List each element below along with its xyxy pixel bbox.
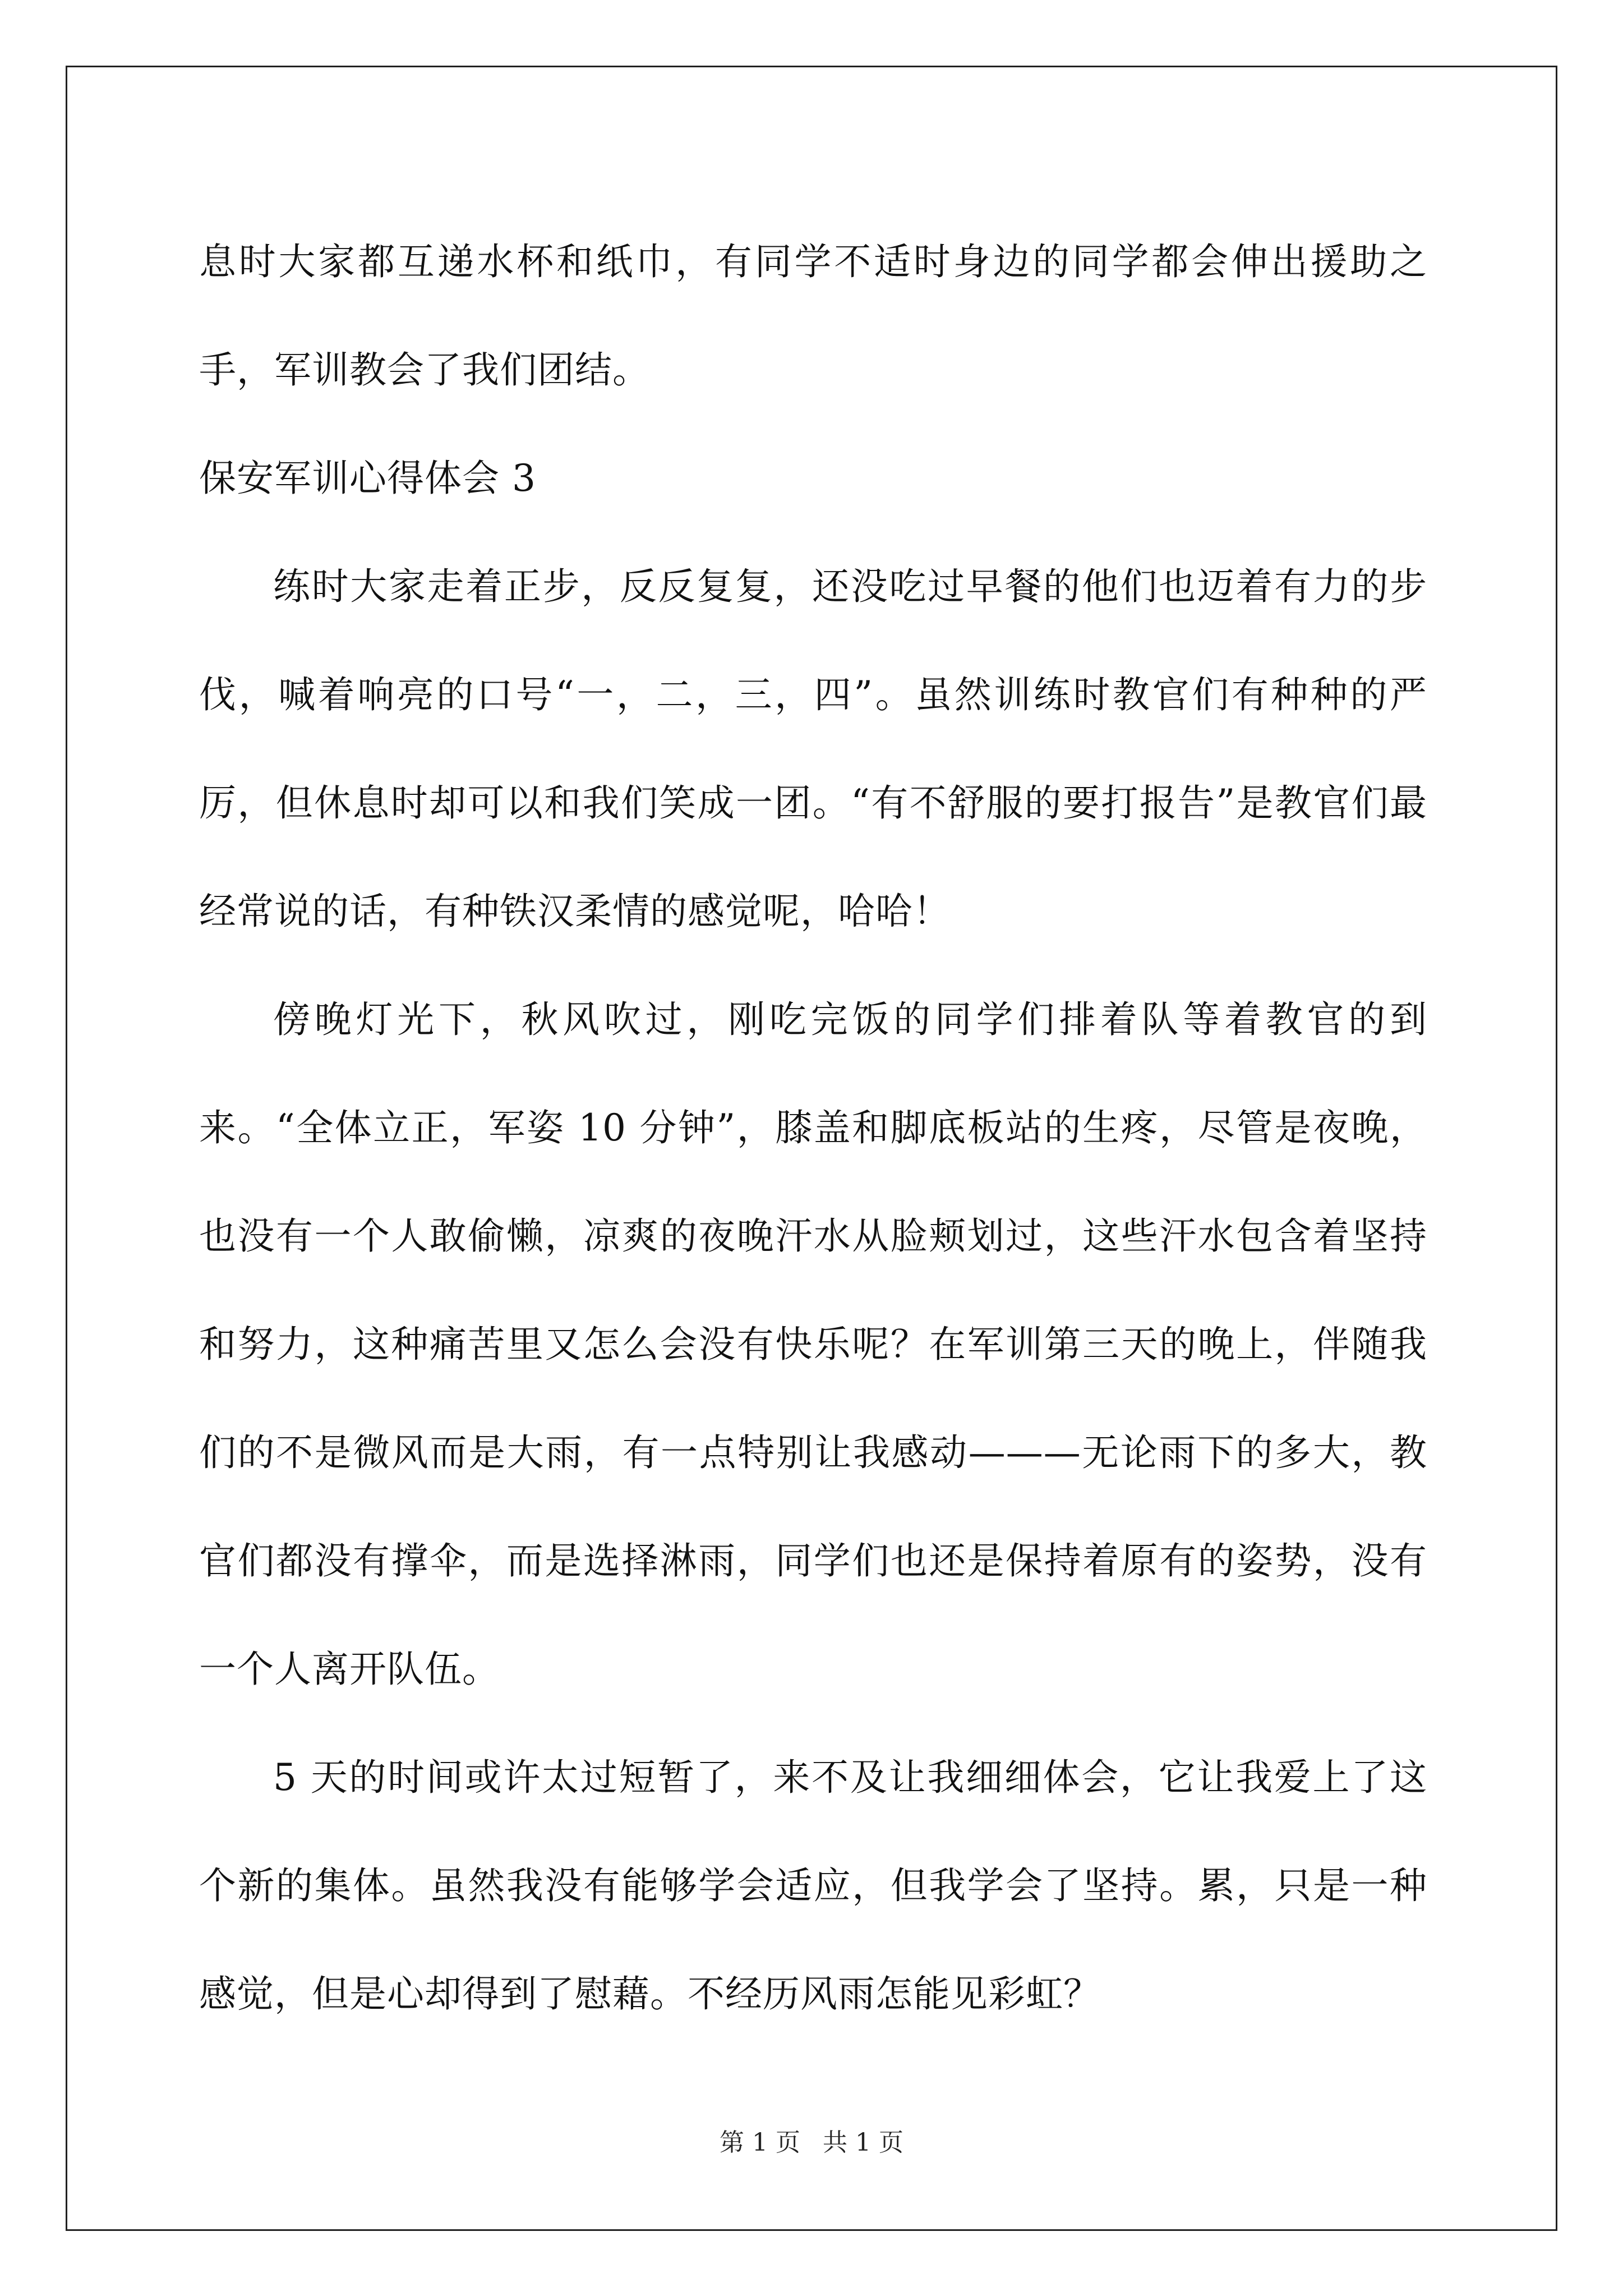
paragraph-continuation: 息时大家都互递水杯和纸巾，有同学不适时身边的同学都会伸出援助之手，军训教会了我们团结。 xyxy=(199,240,1427,392)
paragraph-conclusion: 5 天的时间或许太过短暂了，来不及让我细细体会，它让我爱上了这个新的集体。虽然我没有能够学会适应，但我学会了坚持。累，只是一种感觉，但是心却得到了慰藉。不经历风雨怎能见彩虹？ xyxy=(199,1756,1427,2016)
section-heading: 保安军训心得体会 3 xyxy=(199,457,536,500)
page-total: 共 1 页 xyxy=(823,2128,903,2157)
paragraph-training: 练时大家走着正步，反反复复，还没吃过早餐的他们也迈着有力的步伐，喊着响亮的口号“一，二，三，四”。虽然训练时教官们有种种的严厉，但休息时却可以和我们笑成一团。“有不舒服的要打报告”是教官们最经常说的话，有种铁汉柔情的感觉呢，哈哈！ xyxy=(199,565,1427,933)
page-number: 第 1 页 xyxy=(720,2128,800,2157)
paragraph-evening: 傍晚灯光下，秋风吹过，刚吃完饭的同学们排着队等着教官的到来。“全体立正，军姿 10 分钟”，膝盖和脚底板站的生疼，尽管是夜晚，也没有一个人敢偷懒，凉爽的夜晚汗水从脸颊划过，这些汗水包含着坚持和努力，这种痛苦里又怎么会没有快乐呢？在军训第三天的晚上，伴随我们的不是微风而是大雨，有一点特别让我感动———无论雨下的多大，教官们都没有撑伞，而是选择淋雨，同学们也还是保持着原有的姿势，没有一个人离开队伍。 xyxy=(199,998,1427,1691)
document-body xyxy=(199,208,1427,2048)
page-footer xyxy=(0,2126,1623,2160)
